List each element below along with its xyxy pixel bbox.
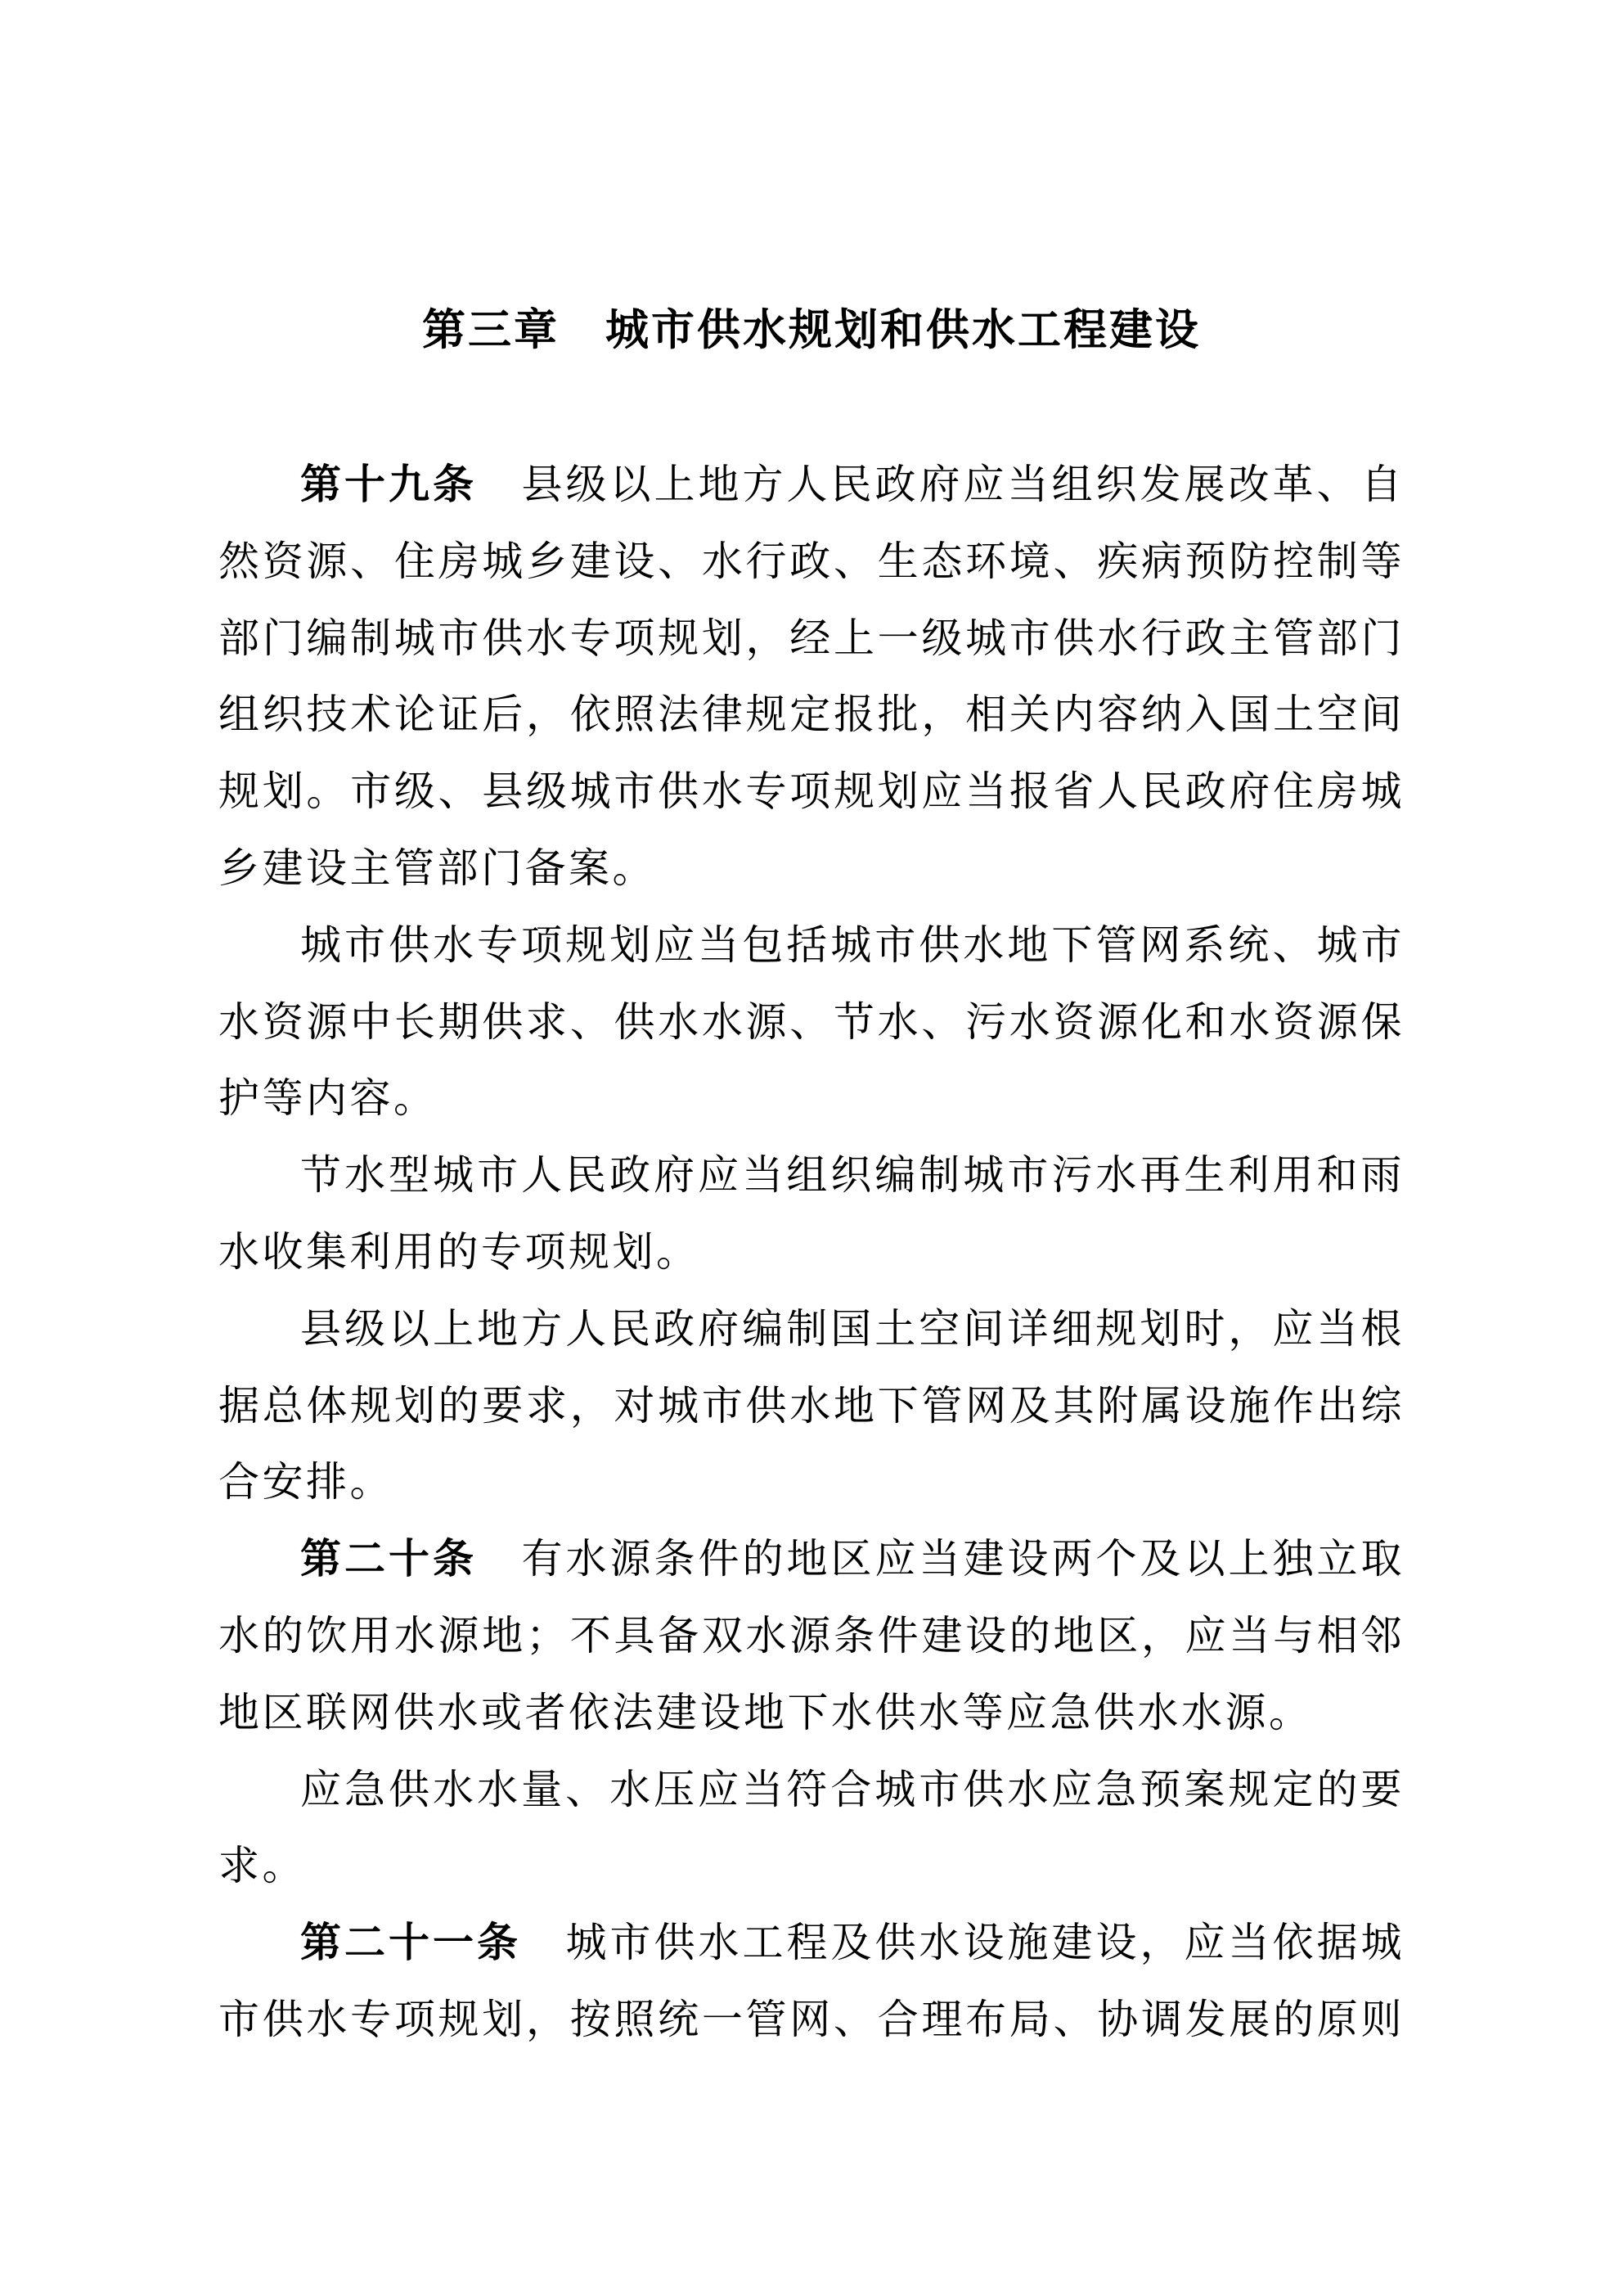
document-body — [218, 447, 1405, 2059]
text-run: 城市供水工程及供水设施建设，应当依据城 — [565, 1920, 1405, 1966]
text-line: 节水型城市人民政府应当组织编制城市污水再生利用和雨 — [300, 1152, 1405, 1199]
text-line: 合安排。 — [218, 1459, 393, 1506]
text-line: 水的饮用水源地；不具备双水源条件建设的地区，应当与相邻 — [218, 1612, 1405, 1659]
article-paragraph — [218, 907, 1405, 1137]
article-paragraph — [218, 447, 1405, 907]
article-number: 第十九条 — [300, 461, 477, 507]
text-line: 市供水专项规划，按照统一管网、合理布局、协调发展的原则 — [218, 1996, 1405, 2042]
text-line: 据总体规划的要求，对城市供水地下管网及其附属设施作出综 — [218, 1382, 1405, 1429]
text-line: 规划。市级、县级城市供水专项规划应当报省人民政府住房城 — [218, 768, 1405, 815]
text-line: 水收集利用的专项规划。 — [218, 1228, 700, 1275]
text-line: 护等内容。 — [218, 1075, 438, 1122]
text-line: 组织技术论证后，依照法律规定报批，相关内容纳入国土空间 — [218, 691, 1405, 738]
text-line: 求。 — [218, 1843, 306, 1889]
text-line: 城市供水专项规划应当包括城市供水地下管网系统、城市 — [300, 921, 1405, 968]
text-line — [218, 1521, 1405, 1598]
text-run: 有水源条件的地区应当建设两个及以上独立取 — [521, 1536, 1405, 1582]
text-line: 乡建设主管部门备案。 — [218, 844, 656, 891]
text-line — [218, 447, 1405, 524]
text-line: 县级以上地方人民政府编制国土空间详细规划时，应当根 — [300, 1305, 1405, 1352]
article-number: 第二十一条 — [300, 1920, 521, 1966]
text-line: 然资源、住房城乡建设、水行政、生态环境、疾病预防控制等 — [218, 538, 1405, 584]
article-number: 第二十条 — [300, 1536, 477, 1582]
article-paragraph — [218, 1521, 1405, 1751]
article-paragraph — [218, 1137, 1405, 1291]
head-gap — [477, 1572, 521, 1573]
text-line: 水资源中长期供求、供水水源、节水、污水资源化和水资源保 — [218, 998, 1405, 1045]
article-paragraph — [218, 1752, 1405, 1906]
text-line — [218, 1905, 1405, 1982]
head-gap — [477, 497, 521, 498]
article-paragraph — [218, 1905, 1405, 2059]
text-line: 地区联网供水或者依法建设地下水供水等应急供水水源。 — [218, 1689, 1313, 1736]
text-line: 应急供水水量、水压应当符合城市供水应急预案规定的要 — [300, 1766, 1405, 1812]
article-paragraph — [218, 1291, 1405, 1521]
chapter-title: 第三章 城市供水规划和供水工程建设 — [422, 306, 1201, 354]
text-run: 县级以上地方人民政府应当组织发展改革、自 — [521, 461, 1405, 507]
text-line: 部门编制城市供水专项规划，经上一级城市供水行政主管部门 — [218, 615, 1405, 661]
